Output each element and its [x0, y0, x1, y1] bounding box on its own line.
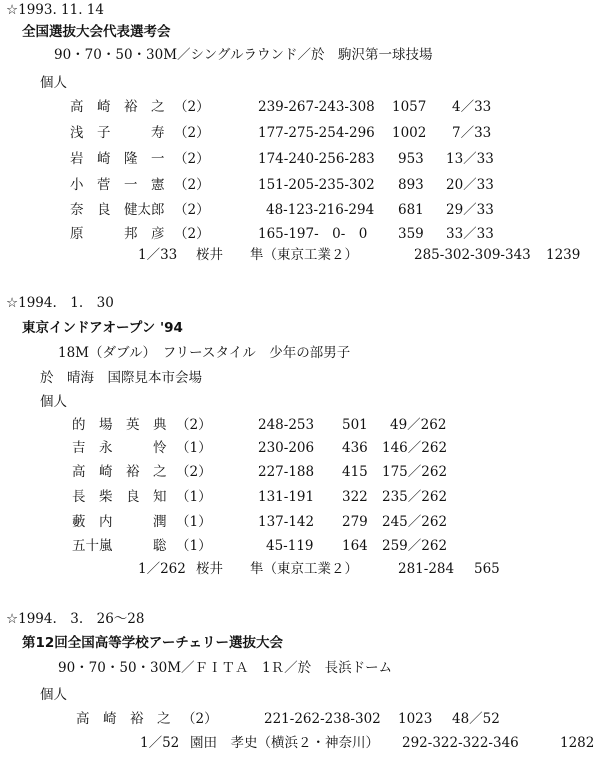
athlete-name: 吉 永 怜	[72, 440, 167, 456]
athlete-name: 高 崎 裕 之	[76, 711, 171, 727]
total-score: 436	[342, 440, 368, 456]
event-detail: 18M（ダブル） フリースタイル 少年の部男子	[58, 345, 351, 361]
placement: 7／33	[452, 125, 492, 141]
athlete-grade: （2）	[174, 125, 210, 141]
event-title: 全国選抜大会代表選考会	[22, 24, 171, 40]
total-score: 893	[398, 177, 424, 193]
event-detail: 90・70・50・30M／シングルラウンド／於 駒沢第一球技場	[54, 47, 433, 63]
athlete-grade: （2）	[174, 202, 210, 218]
placement: 29／33	[446, 202, 494, 218]
placement: 146／262	[382, 440, 448, 456]
total-score: 164	[342, 538, 368, 554]
score-breakdown: 248-253	[258, 417, 315, 433]
placement: 4／33	[452, 99, 492, 115]
winner-scores: 292-322-322-346	[402, 735, 519, 751]
placement: 235／262	[382, 489, 448, 505]
athlete-grade: （1）	[176, 538, 212, 554]
athlete-name: 藪 内 潤	[72, 514, 167, 530]
score-breakdown: 151-205-235-302	[258, 177, 375, 193]
winner-scores: 285-302-309-343	[414, 247, 531, 263]
athlete-grade: （2）	[174, 226, 210, 242]
athlete-grade: （2）	[182, 711, 218, 727]
placement: 245／262	[382, 514, 448, 530]
score-breakdown: 177-275-254-296	[258, 125, 375, 141]
athlete-name: 的 場 英 典	[72, 417, 167, 433]
total-score: 1057	[392, 99, 427, 115]
total-score: 279	[342, 514, 368, 530]
athlete-name: 原 邦 彦	[70, 226, 165, 242]
placement: 259／262	[382, 538, 448, 554]
athlete-grade: （1）	[176, 440, 212, 456]
winner-rank: 1／262	[138, 561, 186, 577]
athlete-name: 岩 崎 隆 一	[70, 151, 165, 167]
event-date: ☆1994. 3. 26～28	[6, 611, 145, 627]
score-breakdown: 174-240-256-283	[258, 151, 375, 167]
event-title: 第12回全国高等学校アーチェリー選抜大会	[22, 635, 283, 651]
athlete-grade: （1）	[176, 514, 212, 530]
score-breakdown: 221-262-238-302	[264, 711, 381, 727]
section-label: 個人	[40, 394, 67, 410]
winner-total: 1282	[560, 735, 595, 751]
total-score: 322	[342, 489, 368, 505]
total-score: 953	[398, 151, 424, 167]
total-score: 415	[342, 464, 368, 480]
athlete-name: 長 柴 良 知	[72, 489, 167, 505]
athlete-name: 浅 子 寿	[70, 125, 165, 141]
score-breakdown: 227-188	[258, 464, 315, 480]
athlete-grade: （1）	[176, 489, 212, 505]
winner-scores: 281-284	[398, 561, 455, 577]
section-label: 個人	[40, 687, 67, 703]
placement: 13／33	[446, 151, 494, 167]
placement: 48／52	[452, 711, 500, 727]
total-score: 1002	[392, 125, 427, 141]
score-breakdown: 165-197- 0- 0	[258, 226, 368, 242]
total-score: 1023	[398, 711, 433, 727]
winner-name: 園田 孝史（横浜２・神奈川）	[190, 735, 379, 751]
section-label: 個人	[40, 75, 67, 91]
total-score: 501	[342, 417, 368, 433]
placement: 175／262	[382, 464, 448, 480]
placement: 33／33	[446, 226, 494, 242]
score-breakdown: 45-119	[266, 538, 314, 554]
winner-name: 桜井 隼（東京工業２）	[196, 561, 358, 577]
athlete-name: 五十嵐 聡	[72, 538, 167, 554]
athlete-grade: （2）	[174, 177, 210, 193]
athlete-name: 高 崎 裕 之	[72, 464, 167, 480]
score-breakdown: 137-142	[258, 514, 315, 530]
athlete-grade: （2）	[176, 464, 212, 480]
winner-rank: 1／52	[140, 735, 180, 751]
placement: 49／262	[390, 417, 447, 433]
athlete-name: 奈 良 健太郎	[70, 202, 165, 218]
total-score: 359	[398, 226, 424, 242]
event-detail: 於 晴海 国際見本市会場	[40, 370, 202, 386]
event-date: ☆1993. 11. 14	[6, 2, 104, 18]
event-title: 東京インドアオープン '94	[22, 320, 183, 336]
event-detail: 90・70・50・30M／ＦＩＴＡ 1Ｒ／於 長浜ドーム	[58, 660, 393, 676]
winner-rank: 1／33	[138, 247, 178, 263]
score-breakdown: 48-123-216-294	[266, 202, 375, 218]
athlete-name: 小 菅 一 憲	[70, 177, 165, 193]
winner-name: 桜井 隼（東京工業２）	[196, 247, 358, 263]
score-breakdown: 131-191	[258, 489, 315, 505]
event-date: ☆1994. 1. 30	[6, 295, 114, 311]
placement: 20／33	[446, 177, 494, 193]
total-score: 681	[398, 202, 424, 218]
athlete-grade: （2）	[174, 151, 210, 167]
score-breakdown: 230-206	[258, 440, 315, 456]
winner-total: 1239	[546, 247, 581, 263]
athlete-grade: （2）	[174, 99, 210, 115]
score-breakdown: 239-267-243-308	[258, 99, 375, 115]
athlete-name: 高 崎 裕 之	[70, 99, 165, 115]
athlete-grade: （2）	[176, 417, 212, 433]
winner-total: 565	[474, 561, 500, 577]
